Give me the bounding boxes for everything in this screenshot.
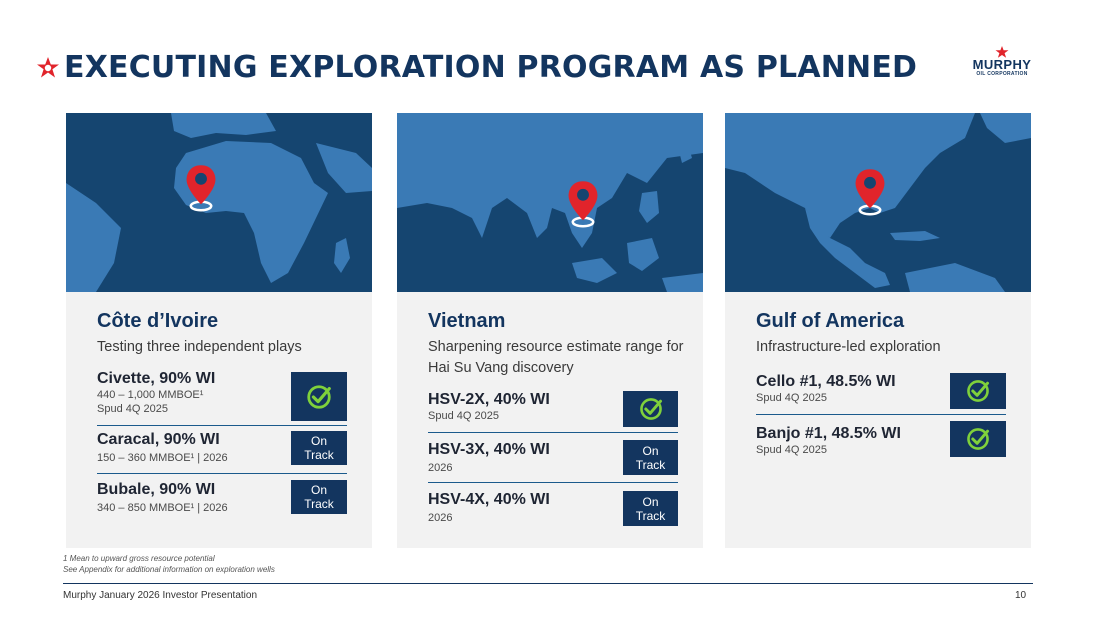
map-image <box>397 113 703 292</box>
well-detail: 340 – 850 MMBOE¹ | 2026 <box>97 502 228 514</box>
well-name: HSV-4X, 40% WI <box>428 491 550 508</box>
region-title: Vietnam <box>428 310 506 332</box>
well-detail: 2026 <box>428 462 453 474</box>
page-title: EXECUTING EXPLORATION PROGRAM AS PLANNED <box>64 50 918 85</box>
map-pin-icon <box>187 165 216 210</box>
region-description: Infrastructure-led exploration <box>756 339 941 355</box>
region-card-gulf-of-america <box>725 113 1031 548</box>
well-detail: Spud 4Q 2025 <box>428 410 499 422</box>
map-pin-icon <box>569 181 598 226</box>
status-badge <box>291 431 347 465</box>
status-badge <box>291 372 347 421</box>
page-number: 10 <box>1015 590 1027 601</box>
status-label: Track <box>304 448 334 462</box>
status-badge <box>623 440 678 475</box>
well-name: Cello #1, 48.5% WI <box>756 373 896 390</box>
well-detail: 2026 <box>428 512 453 524</box>
region-card-cote-divoire <box>66 113 372 548</box>
well-name: Civette, 90% WI <box>97 370 216 387</box>
star-icon <box>36 56 60 80</box>
divider <box>97 473 347 474</box>
status-badge <box>950 373 1006 409</box>
check-icon <box>305 383 333 411</box>
well-name: HSV-2X, 40% WI <box>428 391 550 408</box>
map-image <box>66 113 372 292</box>
well-detail: Spud 4Q 2025 <box>756 444 827 456</box>
status-label: On <box>310 483 327 497</box>
status-badge <box>623 491 678 526</box>
footer-divider <box>63 583 1033 584</box>
status-label: On <box>642 443 659 458</box>
status-badge <box>950 421 1006 457</box>
map-pin-icon <box>856 169 885 214</box>
well-detail: Spud 4Q 2025 <box>97 403 168 415</box>
well-detail: Spud 4Q 2025 <box>756 392 827 404</box>
divider <box>428 482 678 483</box>
check-icon <box>638 396 664 422</box>
status-label: On <box>310 434 327 448</box>
slide-header <box>36 50 917 85</box>
footnotes <box>63 553 275 575</box>
status-label: Track <box>635 508 666 523</box>
status-label: Track <box>635 457 666 472</box>
region-card-vietnam <box>397 113 703 548</box>
well-name: Bubale, 90% WI <box>97 481 216 498</box>
footnote-line: See Appendix for additional information on exploration wells <box>63 565 275 574</box>
well-name: HSV-3X, 40% WI <box>428 441 550 458</box>
well-name: Banjo #1, 48.5% WI <box>756 425 901 442</box>
check-icon <box>965 426 991 452</box>
status-label: Track <box>304 497 334 511</box>
divider <box>756 414 1006 415</box>
logo-subtitle: OIL CORPORATION <box>976 71 1028 77</box>
footer-presentation-title: Murphy January 2026 Investor Presentation <box>63 590 257 601</box>
region-title: Gulf of America <box>756 310 905 332</box>
region-description: Sharpening resource estimate range for Hai Su Vang discovery <box>428 339 684 376</box>
well-name: Caracal, 90% WI <box>97 431 220 448</box>
status-badge <box>291 480 347 514</box>
check-icon <box>965 378 991 404</box>
footnote-line: 1 Mean to upward gross resource potential <box>63 554 215 563</box>
region-title: Côte d’Ivoire <box>97 310 219 332</box>
divider <box>428 432 678 433</box>
well-detail: 440 – 1,000 MMBOE¹ <box>97 389 204 401</box>
divider <box>97 425 347 426</box>
logo-wordmark: MURPHY <box>972 57 1032 72</box>
well-detail: 150 – 360 MMBOE¹ | 2026 <box>97 452 228 464</box>
status-badge <box>623 391 678 427</box>
status-label: On <box>642 494 659 509</box>
region-description: Testing three independent plays <box>97 339 302 355</box>
map-image <box>725 113 1031 292</box>
company-logo <box>966 46 1038 77</box>
